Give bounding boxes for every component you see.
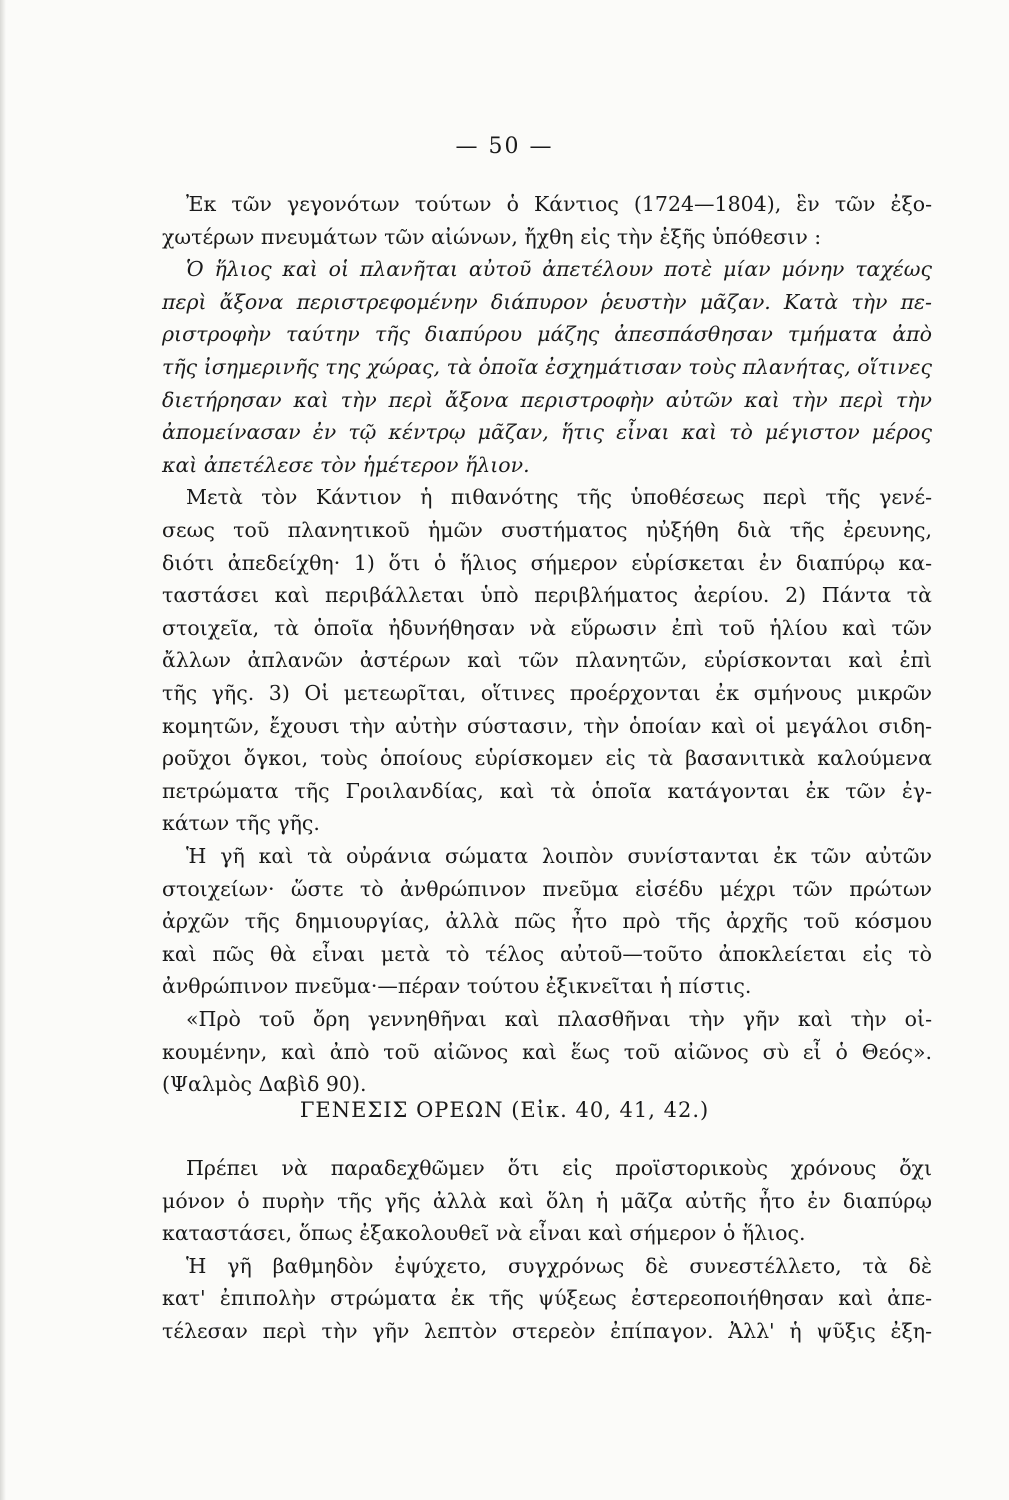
text-line: κάτων τῆς γῆς.	[162, 811, 320, 836]
text-line: κομητῶν, ἔχουσι τὴν αὐτὴν σύστασιν, τὴν ὁποίαν καὶ οἱ μεγάλοι σιδη-	[162, 713, 932, 738]
text-line: Ὁ ἥλιος καὶ οἱ πλανῆται αὐτοῦ ἀπετέλουν ποτὲ μίαν μόνην ταχέως	[186, 257, 932, 282]
text-line: Μετὰ τὸν Κάντιον ἡ πιθανότης τῆς ὑποθέσεως περὶ τῆς γενέ-	[186, 485, 932, 510]
text-line: στοιχείων· ὥστε τὸ ἀνθρώπινον πνεῦμα εἰσέδυ μέχρι τῶν πρώτων	[162, 876, 932, 901]
text-line: ροῦχοι ὄγκοι, τοὺς ὁποίους εὑρίσκομεν εἰς τὰ βασανιτικὰ καλούμενα	[162, 746, 932, 771]
text-line: ταστάσει καὶ περιβάλλεται ὑπὸ περιβλήματος ἀερίου. 2) Πάντα τὰ	[162, 583, 932, 608]
text-line: καὶ ἀπετέλεσε τὸν ἡμέτερον ἥλιον.	[162, 452, 530, 477]
text-line: (Ψαλμὸς Δαβὶδ 90).	[162, 1072, 367, 1097]
text-line: σεως τοῦ πλανητικοῦ ἡμῶν συστήματος ηὐξήθη διὰ τῆς ἐρευνης,	[162, 518, 932, 542]
text-line: κουμένην, καὶ ἀπὸ τοῦ αἰῶνος καὶ ἕως τοῦ αἰῶνος σὺ εἶ ὁ Θεός».	[162, 1039, 932, 1064]
text-line: καὶ πῶς θὰ εἶναι μετὰ τὸ τέλος αὐτοῦ—τοῦτο ἀποκλείεται εἰς τὸ	[162, 941, 932, 966]
text-line: ριστροφὴν ταύτην τῆς διαπύρου μάζης ἀπεσπάσθησαν τμήματα ἀπὸ	[162, 322, 932, 347]
text-line: Ἡ γῆ καὶ τὰ οὐράνια σώματα λοιπὸν συνίστανται ἐκ τῶν αὐτῶν	[186, 844, 932, 868]
text-line: στοιχεῖα, τὰ ὁποῖα ἠδυνήθησαν νὰ εὕρωσιν ἐπὶ τοῦ ἡλίου καὶ τῶν	[162, 615, 932, 640]
text-line: ἄλλων ἀπλανῶν ἀστέρων καὶ τῶν πλανητῶν, εὑρίσκονται καὶ ἐπὶ	[162, 648, 932, 673]
text-line: Ἡ γῆ βαθμηδὸν ἐψύχετο, συγχρόνως δὲ συνεστέλλετο, τὰ δὲ	[186, 1253, 932, 1278]
text-line: κατ' ἐπιπολὴν στρώματα ἐκ τῆς ψύξεως ἐστερεοποιήθησαν καὶ ἀπε-	[162, 1286, 932, 1311]
text-line: τῆς γῆς. 3) Οἱ μετεωρῖται, οἵτινες προέρχονται ἐκ σμήνους μικρῶν	[162, 681, 932, 705]
text-line: ἀπομείνασαν ἐν τῷ κέντρῳ μᾶζαν, ἥτις εἶναι καὶ τὸ μέγιστον μέρος	[162, 420, 932, 445]
text-line: Πρέπει νὰ παραδεχθῶμεν ὅτι εἰς προϊστορικοὺς χρόνους ὄχι	[186, 1156, 932, 1180]
text-line: ἀρχῶν τῆς δημιουργίας, ἀλλὰ πῶς ἦτο πρὸ τῆς ἀρχῆς τοῦ κόσμου	[162, 909, 932, 934]
text-line: «Πρὸ τοῦ ὄρη γεννηθῆναι καὶ πλασθῆναι τὴν γῆν καὶ τὴν οἰ-	[186, 1007, 932, 1031]
text-line: διετήρησαν καὶ τὴν περὶ ἄξονα περιστροφὴν αὐτῶν καὶ τὴν περὶ τὴν	[162, 387, 932, 412]
text-line: καταστάσει, ὅπως ἐξακολουθεῖ νὰ εἶναι καὶ σήμερον ὁ ἥλιος.	[162, 1221, 806, 1246]
text-line: πετρώματα τῆς Γροιλανδίας, καὶ τὰ ὁποῖα κατάγονται ἐκ τῶν ἐγ-	[162, 778, 932, 803]
text-line: ἀνθρώπινον πνεῦμα·—πέραν τούτου ἐξικνεῖται ἡ πίστις.	[162, 974, 752, 999]
section-heading: ΓΕΝΕΣΙΣ ΟΡΕΩΝ (Εἰκ. 40, 41, 42.)	[299, 1098, 710, 1122]
text-line: τέλεσαν περὶ τὴν γῆν λεπτὸν στερεὸν ἐπίπαγον. Ἀλλ' ἡ ψῦξις ἐξη-	[162, 1319, 932, 1343]
text-line: περὶ ἄξονα περιστρεφομένην διάπυρον ῥευστὴν μᾶζαν. Κατὰ τὴν πε-	[162, 289, 932, 314]
page-edge-shadow	[0, 0, 6, 1500]
text-line: Ἐκ τῶν γεγονότων τούτων ὁ Κάντιος (1724—1804), ἓν τῶν ἐξο-	[186, 192, 932, 216]
text-line: διότι ἀπεδείχθη· 1) ὅτι ὁ ἥλιος σήμερον εὑρίσκεται ἐν διαπύρῳ κα-	[162, 550, 932, 575]
text-line: χωτέρων πνευμάτων τῶν αἰώνων, ἤχθη εἰς τὴν ἑξῆς ὑπόθεσιν :	[162, 224, 822, 249]
text-line: τῆς ἰσημερινῆς της χώρας, τὰ ὁποῖα ἐσχημάτισαν τοὺς πλανήτας, οἵτινες	[162, 355, 932, 379]
page-number: — 50 —	[455, 134, 554, 159]
text-line: μόνον ὁ πυρὴν τῆς γῆς ἀλλὰ καὶ ὅλη ἡ μᾶζα αὐτῆς ἦτο ἐν διαπύρῳ	[162, 1188, 932, 1213]
